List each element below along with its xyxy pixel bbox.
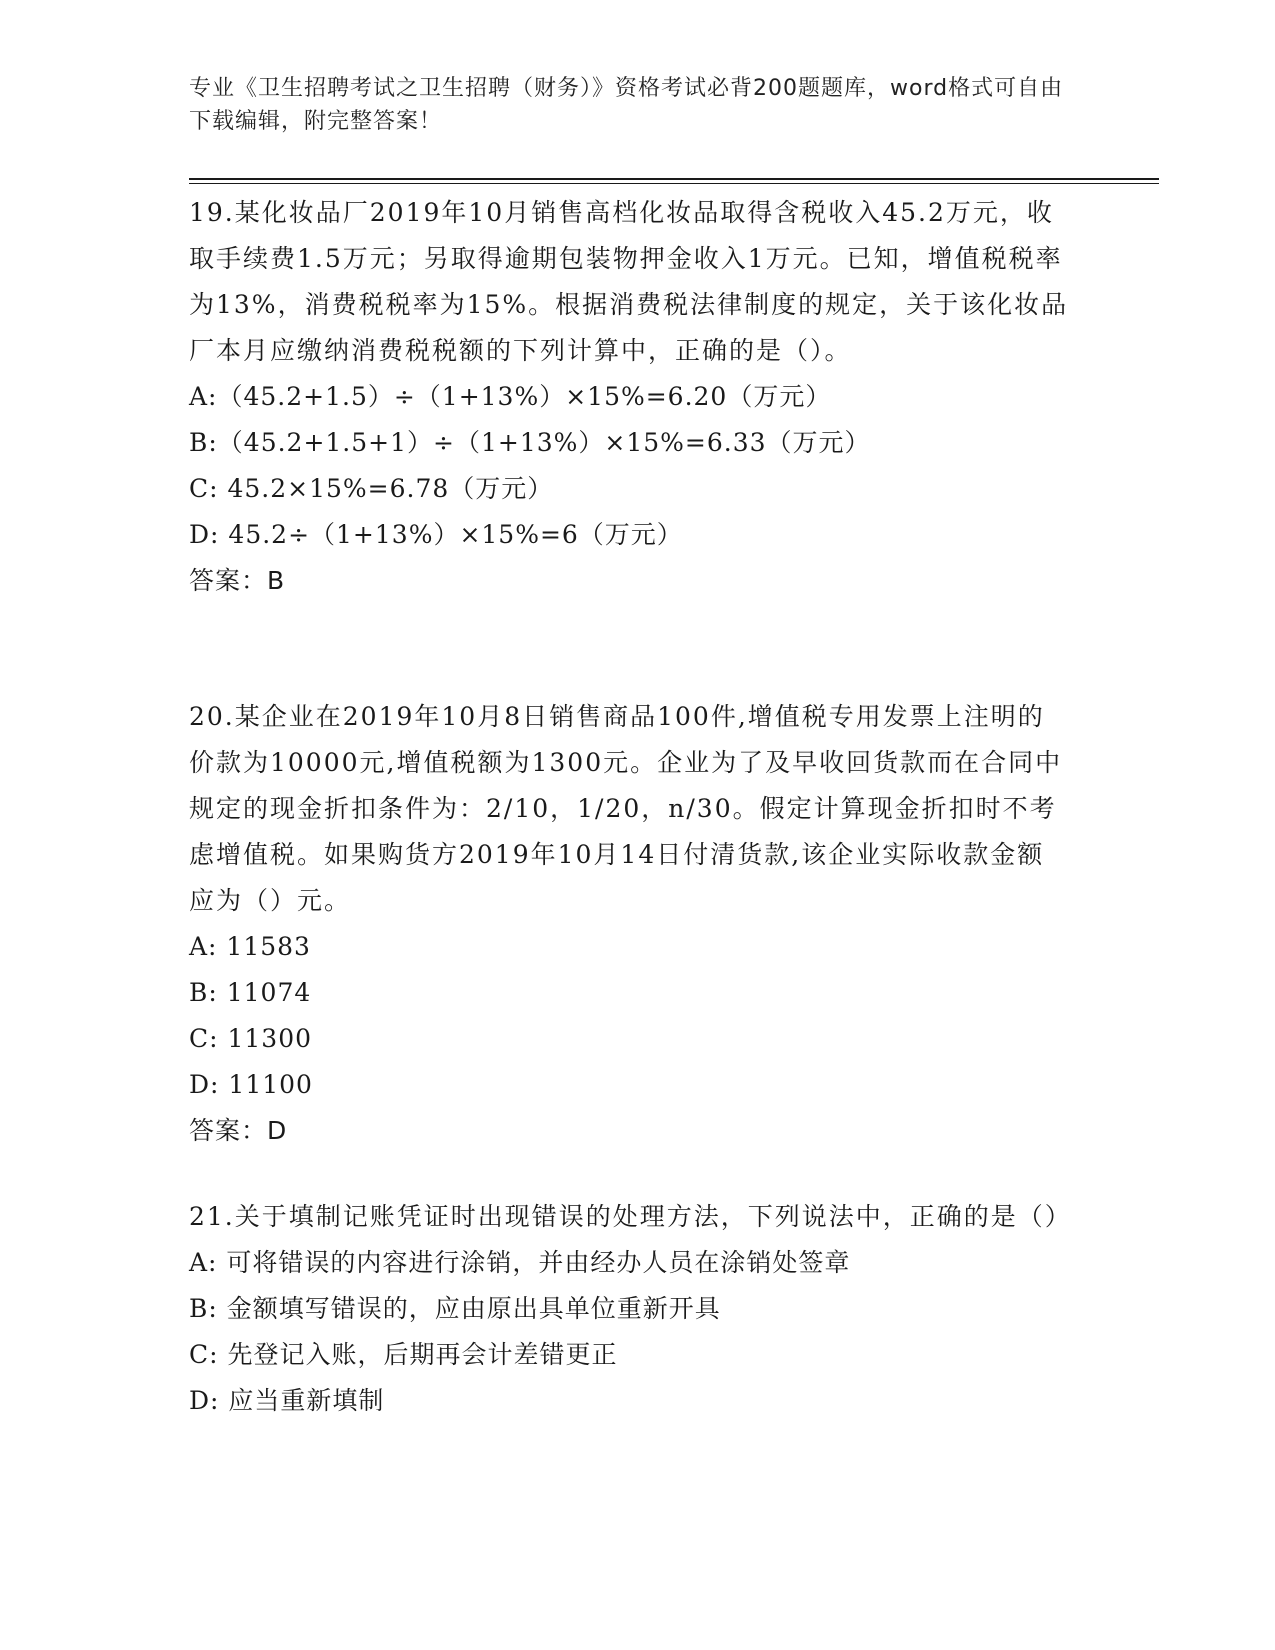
option-list xyxy=(189,374,1089,558)
question-21 xyxy=(189,1194,1089,1424)
question-stem: 19.某化妆品厂2019年10月销售高档化妆品取得含税收入45.2万元，收取手续费1.5万元；另取得逾期包装物押金收入1万元。已知，增值税税率为13%，消费税税率为15%。根据消费税法律制度的规定，关于该化妆品厂本月应缴纳消费税税额的下列计算中，正确的是（）。 xyxy=(189,198,1069,365)
option-c: C: 先登记入账，后期再会计差错更正 xyxy=(189,1340,618,1369)
option-c: C: 11300 xyxy=(189,1024,313,1053)
option-d: D: 应当重新填制 xyxy=(189,1386,385,1415)
question-stem: 21.关于填制记账凭证时出现错误的处理方法，下列说法中，正确的是（） xyxy=(189,1202,1072,1231)
option-a: A: 可将错误的内容进行涂销，并由经办人员在涂销处签章 xyxy=(189,1248,851,1277)
question-20 xyxy=(189,694,1089,1154)
option-a: A:（45.2+1.5）÷（1+13%）×15%=6.20（万元） xyxy=(189,382,832,411)
option-c: C: 45.2×15%=6.78（万元） xyxy=(189,474,554,503)
document-header: 专业《卫生招聘考试之卫生招聘（财务）》资格考试必背200题题库，word格式可自由下载编辑，附完整答案！ xyxy=(189,76,1064,134)
option-list xyxy=(189,924,1089,1108)
answer: 答案：B xyxy=(189,566,286,595)
option-b: B: 金额填写错误的，应由原出具单位重新开具 xyxy=(189,1294,721,1323)
header-rule xyxy=(189,178,1159,180)
header-rule-thin xyxy=(189,183,1159,184)
option-d: D: 45.2÷（1+13%）×15%=6（万元） xyxy=(189,520,683,549)
option-d: D: 11100 xyxy=(189,1070,313,1099)
answer: 答案：D xyxy=(189,1116,288,1145)
question-19 xyxy=(189,190,1089,604)
option-list xyxy=(189,1240,1089,1424)
option-b: B:（45.2+1.5+1）÷（1+13%）×15%=6.33（万元） xyxy=(189,428,871,457)
question-stem: 20.某企业在2019年10月8日销售商品100件,增值税专用发票上注明的价款为10000元,增值税额为1300元。企业为了及早收回货款而在合同中规定的现金折扣条件为：2/10，1/20，n/30。假定计算现金折扣时不考虑增值税。如果购货方2019年10月14日付清货款,该企业实际收款金额应为（）元。 xyxy=(189,702,1063,915)
option-b: B: 11074 xyxy=(189,978,312,1007)
option-a: A: 11583 xyxy=(189,932,311,961)
